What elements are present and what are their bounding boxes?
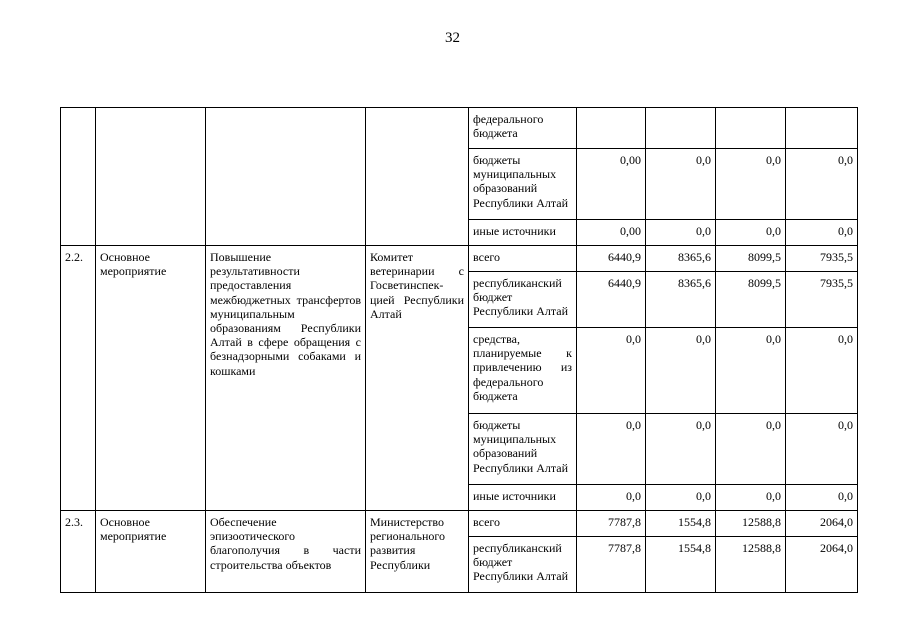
cell-executor: Министерство регионального развития Республики xyxy=(366,511,469,593)
cell-type: Основное мероприятие xyxy=(96,511,206,593)
cell-value: 8365,6 xyxy=(646,246,716,272)
cell-value: 0,0 xyxy=(786,485,858,511)
cell-value: 0,0 xyxy=(716,485,786,511)
cell-value: 8365,6 xyxy=(646,272,716,328)
cell-value: 0,0 xyxy=(716,149,786,220)
cell-value: 2064,0 xyxy=(786,511,858,537)
cell-name: Обеспечение эпизоотического благополучия в части строительства объектов xyxy=(206,511,366,593)
cell-value: 0,0 xyxy=(646,149,716,220)
cell-type xyxy=(96,108,206,246)
cell-value: 0,0 xyxy=(716,414,786,485)
cell-value: 2064,0 xyxy=(786,537,858,593)
cell-name: Повышение результативности предоставления межбюджетных трансфертов муниципальным образованиям Республики Алтай в сфере обращения с безнадзорными собаками и кошками xyxy=(206,246,366,511)
cell-value: 0,0 xyxy=(716,220,786,246)
cell-source: бюджеты муниципальных образований Республики Алтай xyxy=(469,149,577,220)
cell-number: 2.2. xyxy=(61,246,96,511)
cell-value xyxy=(716,108,786,149)
cell-source: республиканский бюджет Республики Алтай xyxy=(469,537,577,593)
table-row xyxy=(61,511,858,537)
cell-executor: Комитет ветеринарии с Госветинспек-цией Республики Алтай xyxy=(366,246,469,511)
table-row xyxy=(61,108,858,149)
cell-value: 12588,8 xyxy=(716,511,786,537)
budget-table xyxy=(60,107,858,593)
cell-value: 0,00 xyxy=(577,220,646,246)
cell-value: 0,0 xyxy=(786,220,858,246)
cell-value: 1554,8 xyxy=(646,537,716,593)
cell-value: 6440,9 xyxy=(577,246,646,272)
cell-value: 0,0 xyxy=(786,414,858,485)
cell-value: 7787,8 xyxy=(577,537,646,593)
cell-source: иные источники xyxy=(469,220,577,246)
table-row xyxy=(61,246,858,272)
cell-value xyxy=(646,108,716,149)
cell-source: всего xyxy=(469,511,577,537)
cell-type: Основное мероприятие xyxy=(96,246,206,511)
cell-source: всего xyxy=(469,246,577,272)
cell-value: 8099,5 xyxy=(716,246,786,272)
cell-source: бюджеты муниципальных образований Республики Алтай xyxy=(469,414,577,485)
cell-source: средства, планируемые к привлечению из федерального бюджета xyxy=(469,328,577,414)
cell-value: 0,0 xyxy=(577,414,646,485)
cell-number: 2.3. xyxy=(61,511,96,593)
cell-value: 0,0 xyxy=(646,220,716,246)
cell-value: 0,0 xyxy=(646,328,716,414)
cell-name xyxy=(206,108,366,246)
cell-value: 0,0 xyxy=(646,485,716,511)
cell-value: 7935,5 xyxy=(786,246,858,272)
cell-value: 7935,5 xyxy=(786,272,858,328)
cell-value: 12588,8 xyxy=(716,537,786,593)
cell-value: 8099,5 xyxy=(716,272,786,328)
cell-source: федерального бюджета xyxy=(469,108,577,149)
cell-value: 0,0 xyxy=(786,149,858,220)
cell-value: 7787,8 xyxy=(577,511,646,537)
cell-value xyxy=(577,108,646,149)
cell-value: 0,0 xyxy=(716,328,786,414)
cell-value: 0,0 xyxy=(646,414,716,485)
cell-executor xyxy=(366,108,469,246)
cell-source: иные источники xyxy=(469,485,577,511)
cell-value: 0,0 xyxy=(577,485,646,511)
page-number: 32 xyxy=(445,30,460,46)
cell-value xyxy=(786,108,858,149)
cell-value: 0,0 xyxy=(577,328,646,414)
cell-value: 0,0 xyxy=(786,328,858,414)
cell-value: 6440,9 xyxy=(577,272,646,328)
cell-value: 0,00 xyxy=(577,149,646,220)
cell-source: республиканский бюджет Республики Алтай xyxy=(469,272,577,328)
cell-number xyxy=(61,108,96,246)
cell-value: 1554,8 xyxy=(646,511,716,537)
